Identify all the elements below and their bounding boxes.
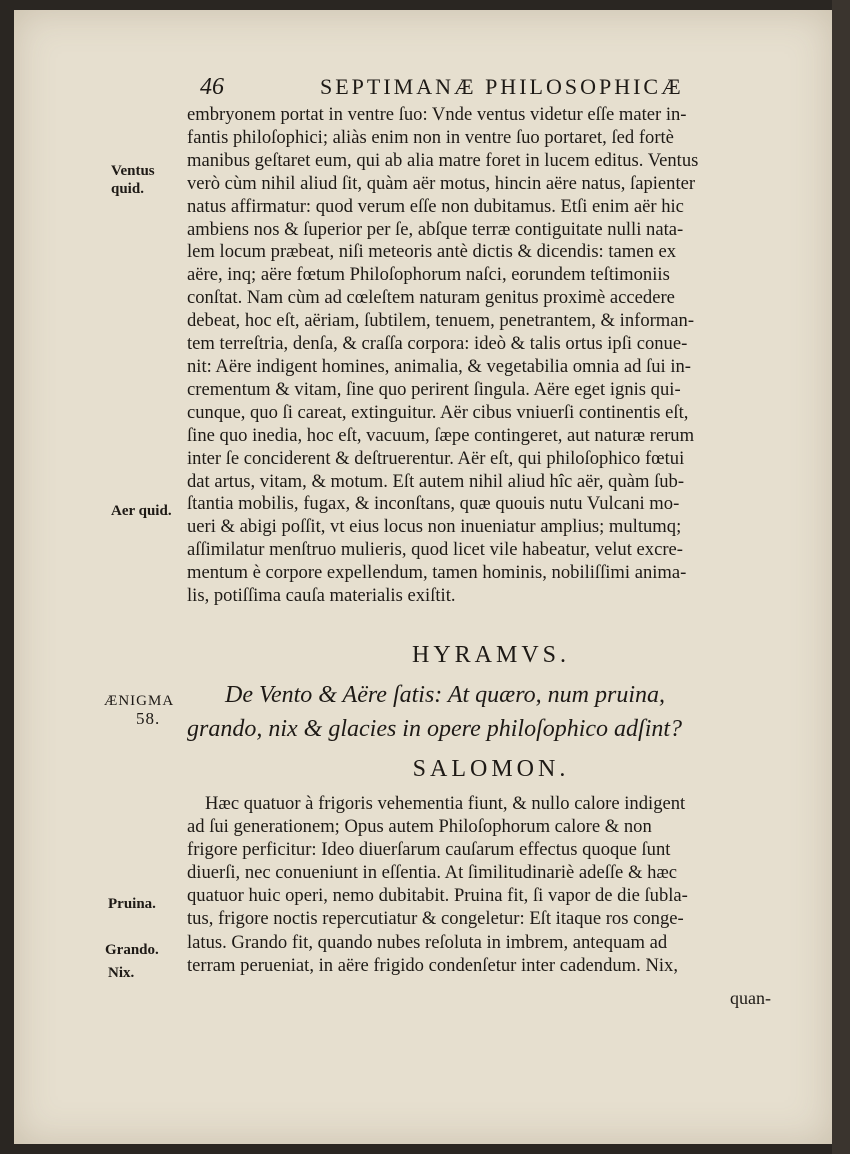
speaker-heading-hyramus: HYRAMVS. bbox=[411, 642, 571, 668]
question-block bbox=[187, 678, 797, 746]
text-line: ambiens nos & ſuperior per ſe, abſque terræ contiguitate nulli nata- bbox=[187, 218, 684, 240]
answer-paragraph bbox=[187, 792, 797, 977]
body-paragraph bbox=[187, 104, 797, 608]
answer-line: latus. Grando fit, quando nubes reſoluta in imbrem, antequam ad bbox=[187, 931, 668, 953]
text-line: crementum & vitam, ſine quo perirent ſingula. Aëre eget ignis qui- bbox=[187, 378, 681, 400]
answer-line: tus, frigore noctis repercutiatur & congeletur: Eſt itaque ros conge- bbox=[187, 908, 684, 930]
text-line: nit: Aëre indigent homines, animalia, & vegetabilia omnia ad ſui in- bbox=[187, 355, 691, 377]
page-number: 46 bbox=[200, 74, 224, 100]
margin-note-aenigma-line-1: ÆNIGMA bbox=[104, 693, 175, 709]
answer-line: diuerſi, nec conueniunt in eſſentia. At ſimilitudinariè adeſſe & hæc bbox=[187, 862, 678, 884]
text-line: conſtat. Nam cùm ad cœleſtem naturam genitus proximè accedere bbox=[187, 287, 675, 309]
page-header bbox=[186, 70, 796, 102]
answer-line: frigore perficitur: Ideo diuerſarum cauſarum effectus quoque ſunt bbox=[187, 839, 671, 861]
text-line: debeat, hoc eſt, aëriam, ſubtilem, tenuem, penetrantem, & informan- bbox=[187, 310, 695, 332]
margin-note-ventus bbox=[111, 162, 155, 198]
text-line: embryonem portat in ventre ſuo: Vnde ventus videtur eſſe mater in- bbox=[187, 104, 687, 125]
margin-note-ventus-line-2: quid. bbox=[111, 181, 144, 197]
text-line: ſtantia mobilis, fugax, & inconſtans, quæ quouis nutu Vulcani mo- bbox=[187, 493, 680, 515]
text-line: cunque, quo ſi careat, extinguitur. Aër cibus vniuerſi continentis eſt, bbox=[187, 401, 689, 423]
margin-note-aer: Aer quid. bbox=[111, 503, 172, 519]
book-spine-edge bbox=[832, 0, 850, 1154]
margin-note-aenigma-line-2: 58. bbox=[136, 709, 161, 728]
text-line: lis, potiſſima cauſa materialis exiſtit. bbox=[187, 585, 456, 607]
speaker-heading-salomon: SALOMON. bbox=[412, 756, 570, 782]
text-line: natus affirmatur: quod verum eſſe non dubitamus. Etſi enim aër hic bbox=[187, 195, 684, 217]
catchword: quan- bbox=[730, 988, 771, 1008]
text-line: ſine quo inedia, hoc eſt, vacuum, ſæpe contingeret, aut naturæ rerum bbox=[187, 424, 695, 446]
text-line: aſſimilatur menſtruo mulieris, quod licet vile habeatur, velut excre- bbox=[187, 539, 683, 561]
text-line: tem terreſtria, denſa, & craſſa corpora: ideò & talis ortus ipſi conue- bbox=[187, 333, 688, 355]
margin-note-nix: Nix. bbox=[108, 965, 135, 981]
question-line: grando, nix & glacies in opere philoſophico adſint? bbox=[187, 716, 683, 742]
margin-note-grando: Grando. bbox=[105, 942, 159, 958]
question-line: De Vento & Aëre ſatis: At quæro, num pruina, bbox=[225, 682, 665, 708]
answer-line: ad ſui generationem; Opus autem Philoſophorum calore & non bbox=[187, 816, 652, 838]
text-line: fantis philoſophici; aliàs enim non in ventre ſuo portaret, ſed fortè bbox=[187, 126, 674, 148]
margin-note-pruina: Pruina. bbox=[108, 896, 156, 912]
text-line: inter ſe conciderent & deſtruerentur. Aër eſt, qui philoſophico fœtui bbox=[187, 447, 685, 469]
answer-line: Hæc quatuor à frigoris vehementia fiunt, & nullo calore indigent bbox=[205, 793, 686, 814]
text-line: aëre, inq; aëre fœtum Philoſophorum naſci, eorundem teſtimoniis bbox=[187, 264, 670, 286]
text-line: dat artus, vitam, & motum. Eſt autem nihil aliud hîc aër, quàm ſub- bbox=[187, 470, 685, 492]
answer-line: terram perueniat, in aëre frigido condenſetur inter cadendum. Nix, bbox=[187, 954, 678, 976]
text-line: mentum è corpore expellendum, tamen hominis, nobiliſſimi anima- bbox=[187, 562, 687, 584]
answer-line: quatuor huic operi, nemo dubitabit. Pruina fit, ſi vapor de die ſubla- bbox=[187, 885, 688, 907]
margin-note-aenigma bbox=[104, 692, 174, 728]
running-head: SEPTIMANÆ PHILOSOPHICÆ bbox=[320, 74, 684, 99]
text-line: verò cùm nihil aliud ſit, quàm aër motus, hincin aëre natus, ſapienter bbox=[187, 172, 696, 194]
margin-note-ventus-line-1: Ventus bbox=[111, 163, 155, 179]
text-line: manibus geſtaret eum, qui ab alia matre foret in lucem editus. Ventus bbox=[187, 149, 699, 171]
text-line: lem locum præbeat, niſi meteoris antè dictis & dicendis: tamen ex bbox=[187, 241, 676, 263]
text-line: ueri & abigi poſſit, vt eius locus non inueniatur amplius; multumq; bbox=[187, 516, 682, 538]
